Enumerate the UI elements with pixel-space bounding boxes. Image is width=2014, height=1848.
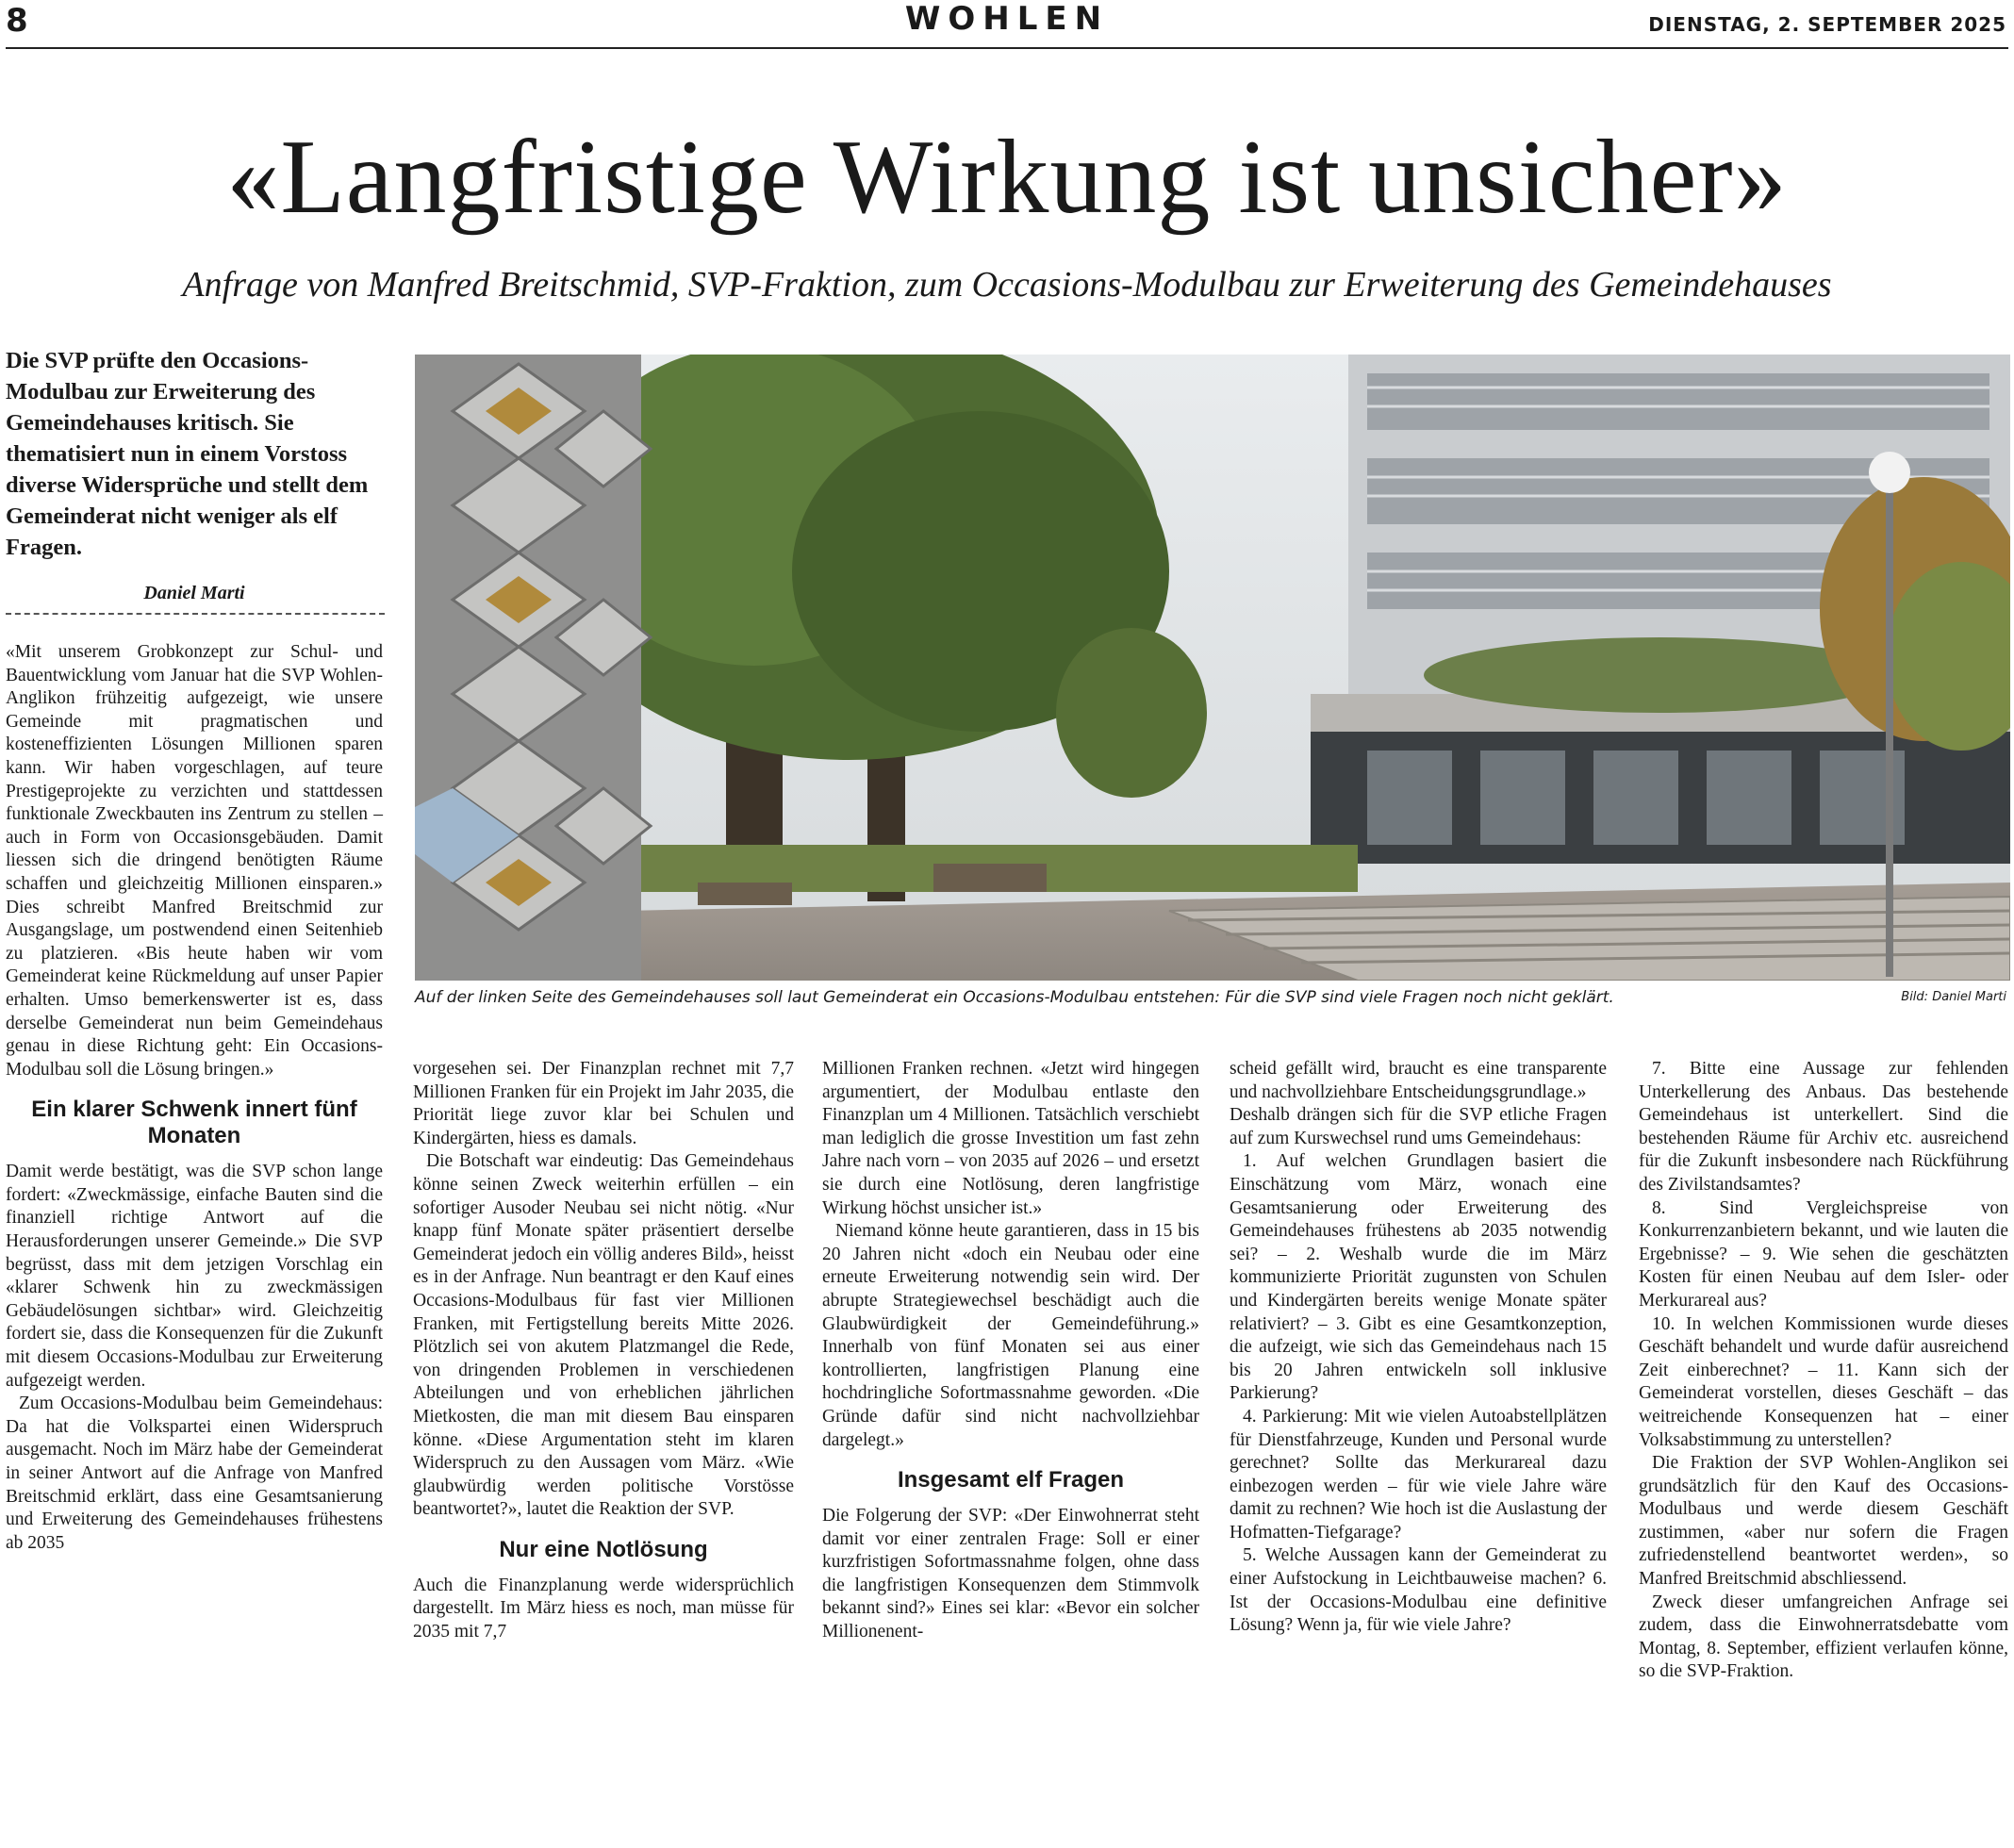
question-list: 8. Sind Vergleichspreise von Konkurrenzanbietern bekannt, und wie lauten die Ergebnisse? – 9. Wie sehen die geschätzten Kosten für einen Neubau auf dem Isler- oder Merkurareal aus? [1639, 1197, 2008, 1311]
question-list: 1. Auf welchen Grundlagen basiert die Einschätzung vom März, wonach eine Gesamtsanierung oder Erweiterung des Gemeindehauses frühestens ab 2035 notwendig sei? – 2. Weshalb wurde die im März kommunizierte Priorität zugunsten von Schulen und Kindergärten bereits wenige Monate später relativiert? – 3. Gibt es eine Gesamtkonzeption, die aufzeigt, wie sich das Gemeindehaus nach 15 bis 20 Jahren entwickeln soll inklusive Parkierung? [1230, 1151, 1607, 1404]
headline: «Langfristige Wirkung ist unsicher» [226, 119, 1788, 236]
paragraph: vorgesehen sei. Der Finanzplan rechnet mit 7,7 Millionen Franken für ein Projekt im Jahr 2035, die Priorität liege zuvor klar bei Schulen und Kindergärten, hiess es damals. [413, 1059, 794, 1148]
question-list: 5. Welche Aussagen kann der Gemeinderat zu einer Aufstockung in Leichtbauweise machen? 6. Ist der Occasions-Modulbau eine definitive Lösung? Wenn ja, für wie viele Jahre? [1230, 1545, 1607, 1636]
header-divider [6, 47, 2008, 49]
subheading: Insgesamt elf Fragen [897, 1467, 1125, 1493]
subtitle: Anfrage von Manfred Breitschmid, SVP-Fraktion, zum Occasions-Modulbau zur Erweiterung des Gemeindehauses [182, 265, 1832, 305]
author-byline: Daniel Marti [143, 583, 245, 603]
issue-date: DIENSTAG, 2. SEPTEMBER 2025 [1648, 13, 2006, 36]
paragraph: Zweck dieser umfangreichen Anfrage sei zudem, dass die Einwohnerratsdebatte vom Montag, 8. September, effizient verlaufen könne, so die SVP-Fraktion. [1639, 1592, 2008, 1682]
text-column-1 [6, 641, 383, 1555]
paragraph: Millionen Franken rechnen. «Jetzt wird hingegen argumentiert, der Modulbau entlaste den Finanzplan um 4 Millionen. Tatsächlich verschiebt man lediglich die grosse Investition um fast zehn Jahre nach vorn – von 2035 auf 2026 – und ersetzt sie durch eine Notlösung, deren langfristige Wirkung höchst unsicher ist.» [822, 1059, 1199, 1218]
paragraph: «Mit unserem Grobkonzept zur Schul- und Bauentwicklung vom Januar hat die SVP Wohlen-Anglikon frühzeitig aufgezeigt, wie unsere Gemeinde mit pragmatischen und kosteneffizienten Lösungen Millionen sparen kann. Wir haben vorgeschlagen, auf teure Prestigeprojekte zu verzichten und stattdessen funktionale Zweckbauten ins Zentrum zu stellen – auch in Form von Occasionsgebäuden. Damit liessen sich die dringend benötigten Räume schaffen und gleichzeitig Millionen einsparen.» Dies schreibt Manfred Breitschmid zur Ausgangslage, um postwendend einen Seitenhieb zu platzieren. «Bis heute haben wir vom Gemeinderat keine Rückmeldung auf unser Papier erhalten. Umso bemerkenswerter ist es, dass derselbe Gemeinderat nun beim Gemeindehaus genau in diese Richtung geht: Ein Occasions-Modulbau soll die Lösung bringen.» [6, 642, 383, 1080]
article-photo [415, 355, 2010, 981]
paragraph: Damit werde bestätigt, was die SVP schon lange fordert: «Zweckmässige, einfache Bauten sind die finanziell richtige Antwort auf die Herausforderungen unserer Gemeinde.» Die SVP begrüsst, dass mit dem jetzigen Vorschlag ein «klarer Schwenk hin zu zweckmässigen Gebäudelösungen sichtbar» wird. Gleichzeitig fordert sie, dass die Konsequenzen für die Zukunft mit diesem Occasions-Modulbau zur Erweiterung aufgezeigt werden. [6, 1162, 383, 1391]
paragraph: scheid gefällt wird, braucht es eine transparente und nachvollziehbare Entscheidungsgrundlage.» [1230, 1059, 1607, 1102]
paragraph: Die Folgerung der SVP: «Der Einwohnerrat steht damit vor einer zentralen Frage: Soll er einer kurzfristigen Sofortmassnahme folgen, ohne dass die langfristigen Konsequenzen dem Stimmvolk bekannt sind?» Eines sei klar: «Bevor ein solcher Millionenent- [822, 1506, 1199, 1642]
paragraph: Zum Occasions-Modulbau beim Gemeindehaus: Da hat die Volkspartei einen Widerspruch ausgemacht. Noch im März habe der Gemeinderat in seiner Antwort auf die Anfrage von Manfred Breitschmid erklärt, dass eine Gesamtsanierung und Erweiterung des Gemeindehauses frühestens ab 2035 [6, 1394, 383, 1553]
paragraph: Auch die Finanzplanung werde widersprüchlich dargestellt. Im März hiess es noch, man müsse für 2035 mit 7,7 [413, 1575, 794, 1642]
question-list: 7. Bitte eine Aussage zur fehlenden Unterkellerung des Anbaus. Das bestehende Gemeindehaus ist unterkellert. Sind die bestehenden Räume für Archiv etc. ausreichend für die Zukunft insbesondere nach Rückführung des Zivilstandsamtes? [1639, 1059, 2008, 1195]
page-number: 8 [6, 2, 28, 40]
subheading: Nur eine Notlösung [499, 1536, 708, 1562]
text-column-5 [1639, 1058, 2008, 1684]
text-column-3 [822, 1058, 1199, 1644]
text-column-4 [1230, 1058, 1607, 1638]
paragraph: Die Fraktion der SVP Wohlen-Anglikon sei grundsätzlich für den Kauf des Occasions-Modulbaus und werde diesem Geschäft zustimmen, «aber nur sofern die Fragen zufriedenstellend beantwortet werden», so Manfred Breitschmid abschliessend. [1639, 1453, 2008, 1590]
text-column-2 [413, 1058, 794, 1644]
question-list: 4. Parkierung: Mit wie vielen Autoabstellplätzen für Dienstfahrzeuge, Kunden und Personal wurde gerechnet? Sollte das Merkurareal dazu einbezogen werden – für wie viele Jahre wäre damit zu rechnen? Wie hoch ist die Auslastung der Hofmatten-Tiefgarage? [1230, 1406, 1607, 1543]
paragraph: Die Botschaft war eindeutig: Das Gemeindehaus könne seinen Zweck weiterhin erfüllen – ein sofortiger Ausoder Neubau sei nicht nötig. «Nur knapp fünf Monate später präsentiert derselbe Gemeinderat jedoch ein völlig anderes Bild», heisst es in der Anfrage. Nun beantragt er den Kauf eines Occasions-Modulbaus für fast vier Millionen Franken, mit Fertigstellung bereits Mitte 2026. Plötzlich sei von akutem Platzmangel die Rede, von dringenden Problemen in verschiedenen Abteilungen und von erheblichen jährlichen Mietkosten, die man mit diesem Bau einsparen könne. «Diese Argumentation steht im klaren Widerspruch zu den Aussagen vom März. «Wie glaubwürdig werden politische Vorstösse beantwortet?», lautet die Reaktion der SVP. [413, 1151, 794, 1520]
lead-paragraph: Die SVP prüfte den Occasions-Modulbau zur Erweiterung des Gemeindehauses kritisch. Sie thematisiert nun in einem Vorstoss diverse Widersprüche und stellt dem Gemeinderat nicht weniger als elf Fragen. [6, 348, 369, 560]
gemeindehaus-photo [415, 355, 2010, 981]
section-title: WOHLEN [904, 0, 1110, 38]
photo-credit: Bild: Daniel Marti [1901, 990, 2006, 1004]
subheading: Ein klarer Schwenk innert fünf Monaten [31, 1097, 357, 1149]
paragraph: Deshalb drängen sich für die SVP etliche Fragen auf zum Kurswechsel rund ums Gemeindehaus: [1230, 1105, 1607, 1148]
paragraph: Niemand könne heute garantieren, dass in 15 bis 20 Jahren nicht «doch ein Neubau oder eine erneute Erweiterung notwendig sein wird. Der abrupte Strategiewechsel beschädigt auch die Glaubwürdigkeit der Gemeindeführung.» Innerhalb von fünf Monaten sei aus einer kontrollierten, langfristigen Planung eine hochdringliche Sofortmassnahme geworden. «Die Gründe dafür sind nicht nachvollziehbar dargelegt.» [822, 1221, 1199, 1450]
question-list: 10. In welchen Kommissionen wurde dieses Geschäft behandelt und wurde dafür ausreichend Zeit einberechnet? – 11. Kann sich der Gemeinderat vorstellen, dieses Geschäft – das weitreichende Konsequenzen hat – einer Volksabstimmung zu unterstellen? [1639, 1313, 2008, 1450]
photo-caption: Auf der linken Seite des Gemeindehauses soll laut Gemeinderat ein Occasions-Modulbau entstehen: Für die SVP sind viele Fragen noch nicht geklärt. [415, 988, 1614, 1007]
byline-divider [6, 613, 385, 615]
